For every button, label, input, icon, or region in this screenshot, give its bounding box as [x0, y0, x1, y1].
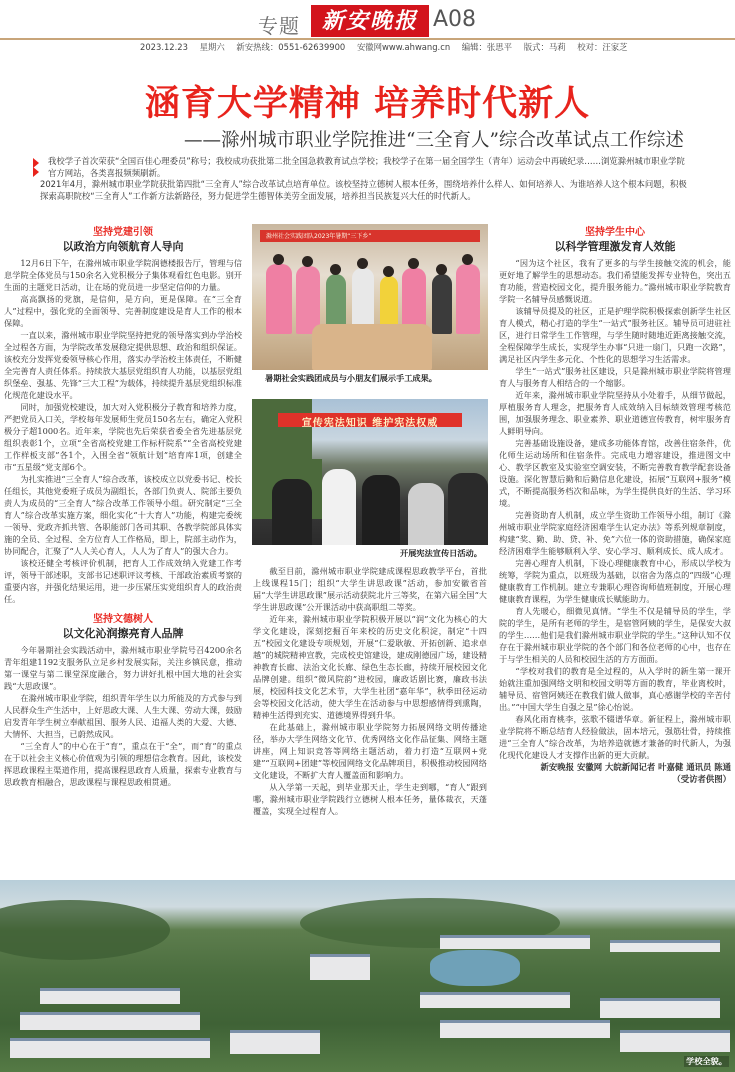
paragraph: 从入学第一天起，到毕业那天止，学生走到哪，“育人”跟到哪，滁州城市职业学院践行立德树人根本任务，量体裁衣，天蓬覆盖，实现全过程育人。: [253, 782, 487, 816]
section-3-kicker: 坚持学生中心: [585, 227, 645, 238]
section-1-kicker: 坚持党建引领: [93, 227, 153, 238]
byline-reporter: 新安晚报 安徽网 大皖新闻记者 叶嘉健 通讯员 陈通: [540, 762, 731, 772]
photo-2-caption: 开展宪法宣传日活动。: [400, 548, 482, 558]
website-link[interactable]: 安徽网www.ahwang.cn: [356, 42, 451, 52]
paragraph: “学校对我们的教育是全过程的，从入学时的新生第一课开始就注重加强网络文明和校园文明等方面的教育，毕业离校时，辅导员、宿管阿姨还在教我们做人做事，真心感谢学校的辛苦付出。”“中国大学生自强之星”徐心怡说。: [499, 666, 731, 712]
section-2-heading: [4, 613, 242, 641]
photo-campus-panorama: [0, 880, 735, 1072]
section-3-title: 以科学管理激发育人效能: [554, 240, 676, 253]
paragraph: 截至目前，滁州城市职业学院建成课程思政教学平台，首批上线课程15门；组织“大学生讲思政课”活动，参加安徽省首届“大学生讲思政课”展示活动获院北片三等奖，在第六届全国“大学生讲思政课”公开课活动中获高职组二等奖。: [253, 566, 487, 612]
paragraph: 同时，加强党校建设，加大对入党积极分子教育和培养力度，严把党员入口关，学校每年发展师生党员150名左右，确定入党积极分子超1000名。近年来，学院也先后荣获省委全省先进基层党组织表彰1个，立项“全省高校党建工作标杆院系”“全省高校党建工作样板支部”各1个，入围全省“领航计划”培育库1项，创建全市“五星级”党支部6个。: [4, 402, 242, 472]
paragraph: 学生“一站式”服务社区建设，只是滁州城市职业学院将管理育人与服务育人相结合的一个缩影。: [499, 366, 731, 388]
lead-paragraph: 我校学子首次荣获“全国百佳心理委员”称号；我校成功获批第二批全国急救教育试点学校；我校学子在第一届全国学生（青年）运动会中再破纪录……浏览滁州城市职业学院官方网站，各类喜报频频刷新。: [48, 156, 685, 178]
paragraph: 春风化雨育桃李，弦歌不辍谱华章。新征程上，滁州城市职业学院将不断总结育人经验做法，固本培元，强筋壮骨，持续推进“三全育人”综合改革，为培养造就德才兼备的时代新人，为强化现代化建设人才支撑作出新的更大贡献。: [499, 714, 731, 760]
photo-3-caption: 学校全貌。: [686, 1056, 727, 1066]
lead-paragraph: 2021年4月，滁州城市职业学院获批第四批“三全育人”综合改革试点培育单位。该校坚持立德树人根本任务，围绕培养什么样人、如何培养人、为谁培养人这个根本问题，积极探索高职院校“三全育人”工作新方法新路径，努力促进学生德智体美劳全面发展，培养担当民族复兴大任的时代新人。: [40, 179, 687, 201]
section-1-heading: [4, 226, 242, 254]
article-column-1: [4, 226, 242, 788]
designer: 版式：马莉: [523, 42, 566, 52]
subheadline: ——滁州城市职业学院推进“三全育人”综合改革试点工作综述: [184, 130, 684, 151]
paragraph: “三全育人”的中心在于“育”，重点在于“全”，而“育”的重点在于以社会主义核心价值观为引领的理想信念教育。因此，该校发挥思政课程主渠道作用，提高课程思政育人质量，探索专业教育与思政教育相融合，思政课程与课程思政相贯通。: [4, 741, 242, 787]
section-3-heading: [499, 226, 731, 254]
photo-banner: 宣传宪法知识 维护宪法权威: [278, 413, 462, 427]
photo-1-caption: 暑期社会实践团成员与小朋友们展示手工成果。: [265, 373, 437, 383]
paragraph: 为扎实推进“三全育人”综合改革，该校成立以党委书记、校长任组长，其他党委班子成员为副组长，各部门负责人、院部主要负责人为成员的“三全育人”综合改革工作领导小组。研究制定“三全育人”综合改革实施方案，细化实化“十大育人”功能，构建完委统一领导、党政齐抓共管、各职能部门各司其职、各教学院部具体实施的全员、全过程、全方位育人工作格局，即上，院部主动作为，协同配合，汇聚了“人人关心育人，人人为了育人”的强大合力。: [4, 474, 242, 556]
issue-weekday: 星期六: [199, 42, 225, 52]
page-number: A08: [433, 7, 477, 32]
byline-photo-credit: （受访者供图）: [672, 774, 731, 784]
newspaper-logo: 新安晚报: [311, 5, 429, 37]
lead-paragraphs: [40, 156, 690, 202]
photo-banner: 滁州社会实践团队2023年暑期“三下乡”: [260, 230, 480, 242]
paragraph: “因为这个社区，我有了更多的与学生接触交流的机会，能更好地了解学生的思想动态。我们希望能发挥专业特色，突出五育功能，营造校园文化，提升服务能力。”滁州城市职业学院教育学院一名辅导员感慨说道。: [499, 258, 731, 304]
paragraph: 一直以来，滁州城市职业学院坚持把党的领导落实到办学治校全过程各方面，为学院改革发展稳定提供思想、政治和组织保证。该校充分发挥党委领导核心作用，落实办学治校主体责任，不断健全完善育人责任体系。持续放大基层党组织育人功能，以基层党组织堡垒、强基、先锋“三大工程”为载体，持续提升基层党组织标准化规范化建设水平。: [4, 330, 242, 400]
editor: 编辑：张思平: [461, 42, 513, 52]
double-arrow-icon: [33, 158, 41, 178]
paragraph: 在此基础上，滁州城市职业学院努力拓展网络文明传播途径，举办大学生网络文化节、优秀网络文化作品征集、网络主题讲座，网上知识竞答等网络主题活动，着力打造“互联网+党建”“互联网+团建”等校园网络文化品牌项目，积极推动校园网络文化建设，不断扩大育人覆盖面和影响力。: [253, 722, 487, 780]
article-column-2: [253, 565, 487, 817]
paragraph: 12月6日下午，在滁州城市职业学院润德楼报告厅，管理与信息学院全体党员与150余名入党积极分子集体观看红色电影。别开生面的主题党日活动，让在场的党员进一步坚定信仰的力量。: [4, 258, 242, 292]
paragraph: 高高飘扬的党旗，是信仰，是方向，更是保障。在“三全育人”过程中，强化党的全面领导、完善制度建设是育人工作的根本保障。: [4, 294, 242, 328]
proofreader: 校对：汪家芝: [577, 42, 628, 52]
masthead-rule: [0, 38, 735, 40]
hotline: 新安热线：0551-62639900: [236, 42, 346, 52]
section-label: 专题: [258, 14, 300, 38]
paragraph: 完善资助育人机制，成立学生资助工作领导小组，制订《滁州城市职业学院家庭经济困难学生认定办法》等系列规章制度，构建“奖、勤、助、贷、补、免”六位一体的资助措施，确保家庭经济困难学生能够顺利入学、安心学习、顺利成长、成人成才。: [499, 510, 731, 556]
article-column-3: [499, 226, 731, 785]
paragraph: 近年来，滁州城市职业学院坚持从小处着手，从细节做起，厚植服务育人理念，把服务育人成效纳入目标绩效管理考核范围，加强服务理念、职业素养、职业道德宣传教育，树牢服务育人鲜明导向。: [499, 390, 731, 436]
photo-summer-practice: [252, 224, 488, 370]
paragraph: 完善心理育人机制，下设心理健康教育中心，形成以学校为统筹，学院为重点，以班级为基础，以宿舍为落点的“四级”心理健康教育工作机制。建立专兼职心理咨询师值班制度，开展心理健康教育课程，为学生健康成长赋能助力。: [499, 558, 731, 604]
paragraph: 在滁州城市职业学院，组织青年学生以力所能及的方式参与到人民群众生产生活中，上好思政大课、人生大课、劳动大课，鼓励启发青年学生树立奉献祖国、服务人民、追福人类的大爱、大德、大情怀、大担当，已蔚然成风。: [4, 693, 242, 739]
paragraph: 该校还健全考核评价机制，把育人工作成效纳入党建工作考评，领导干部述职，支部书记述职评议考核、干部政治素质考察的重要内容，并强化结果运用，进一步压紧压实党组织育人的政治责任。: [4, 558, 242, 604]
paragraph: 完善基础设施设备，建成多功能体育馆，改善住宿条件，优化师生运动场所和住宿条件。完成电力增容建设，推进图文中心、教学区教室及实验室空调安装，不断完善教育教学配套设备设施。深化智慧后勤和后勤信息化建设，拓展“互联网+服务”模式，不断提高服务档次和品味，为学生提供良好的生活、学习环境。: [499, 438, 731, 508]
section-2-title: 以文化沁润擦亮育人品牌: [62, 627, 184, 640]
masthead-info: [140, 41, 637, 53]
paragraph: 近年来，滁州城市职业学院积极开展以“润”文化为核心的大学文化建设，深刻挖掘百年来校的历史文化积淀，制定“十四五”校园文化建设专项规划，开展“仁爱耿敏、开拓创新、追求卓越”的城院精神宣教，完成校史馆建设，建成刚德园广场，建设精神教育长廊、法治文化长廊、绿色生态长廊，持续开展校园文化品牌创建。组织“微风院韵”进校园，廉政话剧比赛，廉政书法展，校园科技文化艺术节，大学生社团“嘉年华”，秋季田径运动会等校园文化活动，使大学生在活动参与中思想感情得到熏陶，精神生活得到充实、道德境界得到升华。: [253, 614, 487, 720]
paragraph: 今年暑期社会实践活动中，滁州城市职业学院号召4200余名青年组建1192支服务队立足乡村发展实际，关注乡镇民意，推动第一课堂与第二课堂深度融合，努力讲好扎根中国大地的社会实践“大思政课”。: [4, 645, 242, 691]
masthead: [0, 0, 735, 54]
section-2-kicker: 坚持文德树人: [93, 614, 153, 625]
issue-date: 2023.12.23: [140, 42, 188, 52]
paragraph: 该辅导员提及的社区，正是护理学院积极探索创新学生社区育人模式，精心打造的学生“一站式”服务社区。辅导员可进驻社区，进行日常学生工作管理，与学生随时随地近距离接触交流，全程保障学生成长，实现学生办事“只进一扇门，只跑一次路”，满足社区内学生多元化、个性化的思想学习生活需求。: [499, 306, 731, 364]
headline: 涵育大学精神 培养时代新人: [144, 84, 591, 124]
paragraph: 育人先暖心，细微见真情。“学生不仅是辅导员的学生，学院的学生，是所有老师的学生，是宿管阿姨的学生，是保安大叔的学生……他们是我们滁州城市职业学院的学生。”这种认知不仅存在于滁州城市职业学院的各个部门和各位老师的心中，也存在于与学生相关的人员和校园生活的方方面面。: [499, 606, 731, 664]
section-1-title: 以政治方向领航育人导向: [62, 240, 184, 253]
photo-constitution-day: [252, 399, 488, 545]
